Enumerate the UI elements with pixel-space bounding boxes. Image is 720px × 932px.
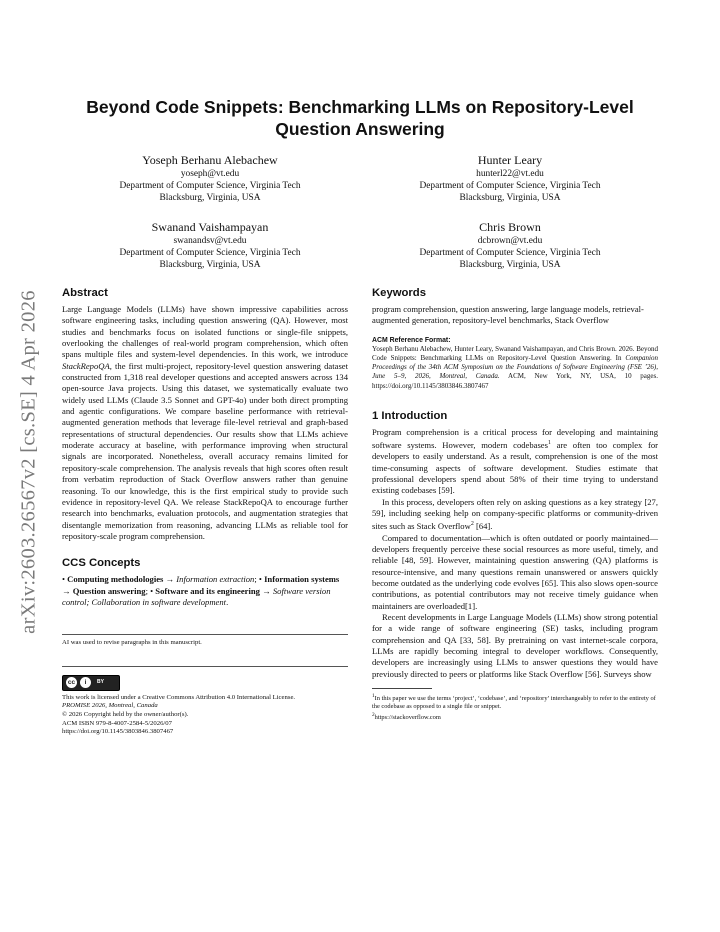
ccs-concepts: • Computing methodologies → Information extraction; • Information systems → Question answering; • Software and its engineering → Software version control; Collaboration in software development.: [62, 574, 340, 607]
author-email: hunterl22@vt.edu: [476, 169, 544, 179]
arrow: →: [262, 585, 271, 596]
author-affiliation: Department of Computer Science, Virginia Tech: [119, 248, 301, 259]
abstract-part: , the first multi-project, repository-level question answering dataset constructed from 1,318 real developer questions and accepted answers across 134 open-source Java projects. Using this dataset, we systematically evaluate two widely used LLMs (Claude 3.5 Sonnet and GPT-4o) under both direct prompting and agentic configurations. We compare baseline performance with retrieval-augmented generation methods that leverage file-level retrieval and graph-based representations of structural dependencies. Our results show that LLMs achieve moderate accuracy at baseline, with performance improving when structural signals are incorporated. Nonetheless, overall accuracy remains limited for repository-scale comprehension. The analysis reveals that high scores often result from verbatim reproduction of Stack Overflow answers rather than genuine reasoning. To our knowledge, this is the first empirical study to provide such evidence in repository-level QA. We release StackRepoQA to encourage further research into benchmarks, evaluation protocols, and augmentation strategies that disentangle memorization from reasoning, advancing LLMs as reliable tool for repository-scale program comprehension.: [62, 360, 348, 541]
isbn-text: ACM ISBN 979-8-4007-2584-5/2026/07: [62, 719, 172, 727]
intro-part: In this process, developers often rely on asking questions as a key strategy [27, 59], including seeking help on company-specific platforms or community-driven sites such as Stack Overflow: [372, 496, 658, 532]
acm-ref-part: Yoseph Berhanu Alebachew, Hunter Leary, Swanand Vaishampayan, and Chris Brown. 2026. Beyond Code Snippets: Benchmarking LLMs on Repository-Level Question Answering. In: [372, 344, 658, 362]
author-block: [60, 220, 360, 272]
author-location: Blacksburg, Virginia, USA: [159, 260, 261, 271]
cc-license-badge: [62, 675, 120, 691]
abstract-part: Large Language Models (LLMs) have shown impressive capabilities across software engineering tasks, including question answering (QA). However, most studies and benchmarks focus on isolated functions or single-file snippets, overlooking the challenges of real-world program comprehension, which often spans multiple files and system-level dependencies. In this work, we introduce: [62, 304, 348, 360]
ccs-subterm: Information extraction: [176, 574, 255, 585]
paper-title: Beyond Code Snippets: Benchmarking LLMs on Repository-Level Question Answering: [86, 97, 634, 139]
footnote-rule: [372, 688, 432, 689]
abstract-heading: Abstract: [62, 287, 108, 299]
acm-ref-part: ACM, New York, NY, USA, 10 pages. https://doi.org/10.1145/3803846.3807467: [372, 372, 658, 390]
intro-paragraph: [372, 427, 658, 497]
footnote-text: https://stackoverflow.com: [374, 714, 441, 722]
arrow: →: [165, 574, 175, 585]
author-name: Chris Brown: [479, 220, 541, 234]
author-name: Yoseph Berhanu Alebachew: [142, 153, 278, 167]
intro-paragraph: [372, 497, 658, 533]
intro-paragraph: Compared to documentation—which is often outdated or poorly maintained—developers frequently perceive these social resources as more useful, timely, and reliable [48, 59]. However, maintaining question answering (QA) platforms is resource-intensive, and many questions remain unanswered or answers quickly become outdated as the underlying code evolves [65]. This also slows open-source contributions, as potential contributors may not receive timely guidance when maintainers are overloaded[1].: [372, 532, 658, 611]
ccs-term: Computing methodologies: [67, 574, 164, 585]
footnote-number: 1: [372, 692, 375, 699]
divider: [62, 666, 348, 667]
keywords-text: program comprehension, question answering, large language models, retrieval-augmented generation, repository-level benchmarks, Stack Overflow: [372, 304, 644, 326]
footnote: [372, 692, 658, 711]
footnote: [372, 711, 658, 722]
intro-paragraph: Recent developments in Large Language Models (LLMs) show strong potential for a wide range of software engineering (SE) tasks, including program comprehension and QA [33, 58]. By pretraining on vast internet-scale corpora, LLMs are rapidly becoming integral to developer workflows. Consequently, developers are increasingly using LLMs to answer questions they would have previously directed to peers or platforms like Stack Overflow [56]. Surveys show: [372, 611, 658, 679]
acm-ref-venue: Companion Proceedings of the 34th ACM Symposium on the Foundations of Software Engineering (FSE ’26), June 5–9, 2026, Montreal, Canada.: [372, 353, 658, 381]
author-location: Blacksburg, Virginia, USA: [459, 193, 561, 204]
divider: [62, 634, 348, 635]
intro-part: Program comprehension is a critical process for developing and maintaining software systems. However, modern codebases: [372, 426, 658, 450]
arxiv-identifier: [14, 262, 44, 662]
abstract-text: [62, 304, 348, 542]
copyright-text: © 2026 Copyright held by the owner/author(s).: [62, 711, 189, 719]
section-heading-introduction: 1 Introduction: [372, 409, 448, 422]
author-name: Swanand Vaishampayan: [151, 220, 269, 234]
author-location: Blacksburg, Virginia, USA: [159, 193, 261, 204]
ccs-term: Software and its engineering: [155, 585, 260, 596]
license-text: This work is licensed under a Creative Commons Attribution 4.0 International License.: [62, 693, 296, 701]
arxiv-identifier-text: arXiv:2603.26567v2 [cs.SE] 4 Apr 2026: [17, 290, 40, 634]
author-email: yoseph@vt.edu: [180, 169, 240, 179]
intro-part: [64].: [473, 521, 493, 532]
author-block: [360, 220, 660, 272]
footnote-marker: 1: [547, 440, 551, 447]
ccs-term: Question answering: [72, 585, 146, 596]
venue: PROMISE 2026, Montreal, Canada: [62, 702, 158, 710]
author-affiliation: Department of Computer Science, Virginia Tech: [419, 248, 601, 259]
ccs-subterm: Software version control; Collaboration in software development: [62, 585, 331, 607]
keywords-heading: Keywords: [372, 287, 426, 299]
ccs-heading: CCS Concepts: [62, 557, 141, 570]
intro-part: are often too complex for developers to easily understand. As a result, comprehension is one of the most time-consuming aspects of software development. Studies estimate that professional developers spend about 58% of their time trying to understand existing codebases [59].: [372, 439, 658, 496]
footnote-marker: 2: [470, 521, 474, 528]
footnote-text: In this paper we use the terms ‘project’, ‘codebase’, and ‘repository’ interchangeably to refer to the entirety of the codebase as opposed to a single file or snippet.: [372, 695, 656, 711]
author-affiliation: Department of Computer Science, Virginia Tech: [119, 181, 301, 192]
author-email: swanandsv@vt.edu: [173, 236, 247, 246]
acm-ref-text: [372, 345, 658, 391]
ccs-term: Information systems: [264, 574, 340, 585]
bullet: •: [150, 585, 154, 596]
dataset-name: StackRepoQA: [62, 360, 110, 371]
doi-text: https://doi.org/10.1145/3803846.3807467: [62, 728, 174, 736]
venue-text: [62, 702, 348, 711]
person-icon: i: [80, 677, 91, 688]
author-location: Blacksburg, Virginia, USA: [459, 260, 561, 271]
author-email: dcbrown@vt.edu: [477, 236, 543, 246]
author-block: [360, 153, 660, 205]
author-block: [60, 153, 360, 205]
cc-icon: cc: [67, 679, 76, 687]
right-column: [372, 286, 658, 722]
author-affiliation: Department of Computer Science, Virginia Tech: [419, 181, 601, 192]
bullet: •: [62, 574, 66, 585]
cc-label: BY: [97, 679, 104, 686]
left-column: [62, 286, 348, 737]
acm-ref-heading: ACM Reference Format:: [372, 336, 451, 344]
ai-note: AI was used to revise paragraphs in this manuscript.: [62, 639, 202, 647]
bullet: •: [258, 574, 262, 585]
footnote-number: 2: [372, 712, 375, 719]
arrow: →: [62, 585, 71, 596]
author-name: Hunter Leary: [477, 153, 543, 167]
